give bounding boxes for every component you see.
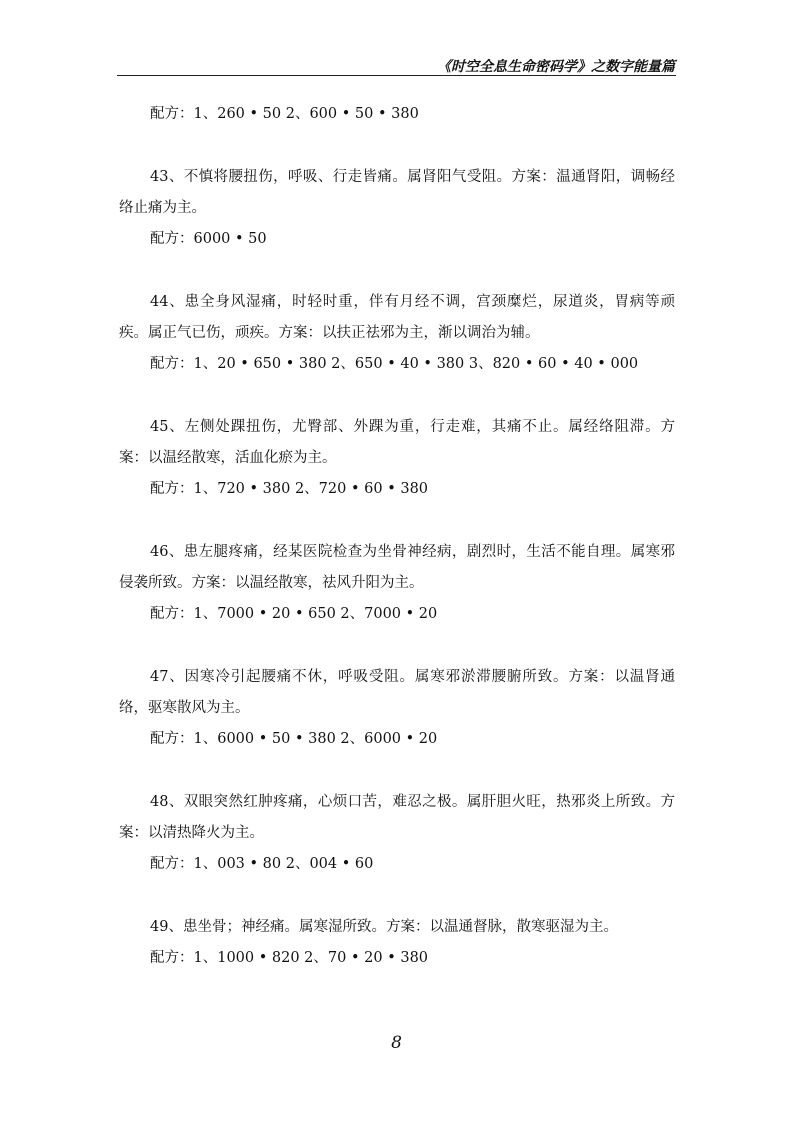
case-description: 49、患坐骨；神经痛。属寒湿所致。方案：以温通督脉，散寒驱湿为主。 [150, 919, 618, 935]
case-formula: 配方：1、003 • 80 2、004 • 60 [150, 856, 374, 872]
intro-formula: 配方：1、260 • 50 2、600 • 50 • 380 [150, 106, 419, 122]
case-formula: 配方：1、6000 • 50 • 380 2、6000 • 20 [150, 731, 438, 747]
case-description: 47、因寒冷引起腰痛不休，呼吸受阻。属寒邪淤滞腰腑所致。方案：以温肾通络，驱寒散风为主。 [119, 669, 675, 716]
page-content [119, 99, 675, 974]
case-45 [119, 412, 675, 505]
header-divider [117, 75, 676, 76]
case-47 [119, 662, 675, 755]
case-49 [119, 912, 675, 974]
case-description: 48、双眼突然红肿疼痛，心烦口苦，难忍之极。属肝胆火旺，热邪炎上所致。方案：以清热降火为主。 [119, 794, 675, 841]
case-description: 45、左侧处踝扭伤，尤臀部、外踝为重，行走难，其痛不止。属经络阻滞。方案：以温经散寒，活血化瘀为主。 [119, 419, 675, 466]
case-description: 43、不慎将腰扭伤，呼吸、行走皆痛。属肾阳气受阻。方案：温通肾阳，调畅经络止痛为主。 [119, 169, 675, 216]
case-formula: 配方：1、720 • 380 2、720 • 60 • 380 [150, 481, 429, 497]
case-44 [119, 287, 675, 380]
case-description: 46、患左腿疼痛，经某医院检查为坐骨神经病，剧烈时，生活不能自理。属寒邪侵袭所致。方案：以温经散寒，祛风升阳为主。 [119, 544, 675, 591]
case-formula: 配方：1、1000 • 820 2、70 • 20 • 380 [150, 950, 429, 966]
case-48 [119, 787, 675, 880]
case-43 [119, 162, 675, 255]
case-formula: 配方：1、7000 • 20 • 650 2、7000 • 20 [150, 606, 438, 622]
case-formula: 配方：1、20 • 650 • 380 2、650 • 40 • 380 3、820 • 60 • 40 • 000 [150, 356, 639, 372]
case-description: 44、患全身风湿痛，时轻时重，伴有月经不调，宫颈糜烂，尿道炎，胃病等顽疾。属正气已伤，顽疾。方案：以扶正祛邪为主，渐以调治为辅。 [119, 294, 675, 341]
case-formula: 配方：6000 • 50 [150, 231, 267, 247]
case-46 [119, 537, 675, 630]
header-title: 《时空全息生命密码学》之数字能量篇 [437, 59, 675, 75]
page-number: 8 [391, 1033, 402, 1053]
